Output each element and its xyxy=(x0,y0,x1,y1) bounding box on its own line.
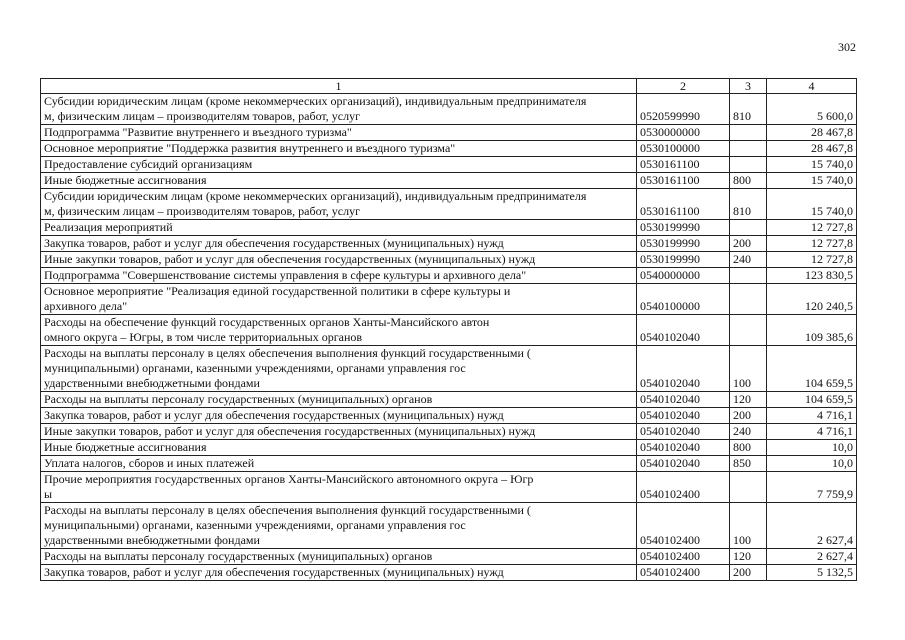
row-expense-type: 100 xyxy=(730,346,767,392)
row-name: Реализация мероприятий xyxy=(41,220,637,236)
row-amount: 7 759,9 xyxy=(767,472,857,503)
table-row xyxy=(41,408,857,424)
row-expense-type: 200 xyxy=(730,408,767,424)
header-col-1: 1 xyxy=(41,79,637,94)
row-amount: 28 467,8 xyxy=(767,125,857,141)
row-expense-type: 810 xyxy=(730,94,767,125)
table-row xyxy=(41,189,857,220)
row-code: 0540102400 xyxy=(637,565,730,581)
row-expense-type xyxy=(730,284,767,315)
row-amount: 4 716,1 xyxy=(767,408,857,424)
row-amount: 2 627,4 xyxy=(767,503,857,549)
row-code: 0540100000 xyxy=(637,284,730,315)
table-row xyxy=(41,157,857,173)
row-code: 0530000000 xyxy=(637,125,730,141)
budget-table xyxy=(40,78,857,581)
row-amount: 12 727,8 xyxy=(767,220,857,236)
table-row xyxy=(41,141,857,157)
row-expense-type xyxy=(730,125,767,141)
row-expense-type xyxy=(730,141,767,157)
row-name: Субсидии юридическим лицам (кроме некоммерческих организаций), индивидуальным предпринимателя м, физическим лицам – производителям товаров, работ, услуг xyxy=(41,189,637,220)
row-amount: 12 727,8 xyxy=(767,236,857,252)
table-row xyxy=(41,125,857,141)
row-name: Расходы на выплаты персоналу государственных (муниципальных) органов xyxy=(41,549,637,565)
table-row xyxy=(41,315,857,346)
row-name: Расходы на выплаты персоналу в целях обеспечения выполнения функций государственными ( муниципальными) органами, казенными учреждениями, органами управления гос ударственными внебюджетными фондами xyxy=(41,346,637,392)
row-code: 0540102040 xyxy=(637,408,730,424)
row-name: Подпрограмма "Развитие внутреннего и въездного туризма" xyxy=(41,125,637,141)
row-name: Иные бюджетные ассигнования xyxy=(41,173,637,189)
table-row xyxy=(41,565,857,581)
row-code: 0540102040 xyxy=(637,424,730,440)
header-col-4: 4 xyxy=(767,79,857,94)
row-code: 0530199990 xyxy=(637,220,730,236)
table-row xyxy=(41,236,857,252)
row-amount: 15 740,0 xyxy=(767,189,857,220)
row-code: 0530161100 xyxy=(637,189,730,220)
table-row xyxy=(41,456,857,472)
row-expense-type: 100 xyxy=(730,503,767,549)
table-row xyxy=(41,284,857,315)
table-row xyxy=(41,549,857,565)
row-name: Закупка товаров, работ и услуг для обеспечения государственных (муниципальных) нужд xyxy=(41,408,637,424)
table-row xyxy=(41,472,857,503)
row-code: 0530199990 xyxy=(637,252,730,268)
row-amount: 123 830,5 xyxy=(767,268,857,284)
row-name: Основное мероприятие "Реализация единой государственной политики в сфере культуры и архивного дела" xyxy=(41,284,637,315)
row-name: Расходы на выплаты персоналу государственных (муниципальных) органов xyxy=(41,392,637,408)
row-code: 0530161100 xyxy=(637,173,730,189)
row-amount: 15 740,0 xyxy=(767,157,857,173)
row-name: Иные бюджетные ассигнования xyxy=(41,440,637,456)
table-row xyxy=(41,252,857,268)
row-amount: 5 600,0 xyxy=(767,94,857,125)
header-row xyxy=(41,79,857,94)
table-row xyxy=(41,173,857,189)
row-expense-type: 240 xyxy=(730,252,767,268)
row-amount: 10,0 xyxy=(767,440,857,456)
row-expense-type xyxy=(730,157,767,173)
row-code: 0530199990 xyxy=(637,236,730,252)
row-amount: 28 467,8 xyxy=(767,141,857,157)
row-amount: 109 385,6 xyxy=(767,315,857,346)
row-amount: 104 659,5 xyxy=(767,392,857,408)
row-expense-type: 200 xyxy=(730,565,767,581)
table-row xyxy=(41,503,857,549)
row-name: Иные закупки товаров, работ и услуг для обеспечения государственных (муниципальных) нужд xyxy=(41,424,637,440)
row-name: Закупка товаров, работ и услуг для обеспечения государственных (муниципальных) нужд xyxy=(41,565,637,581)
row-name: Иные закупки товаров, работ и услуг для обеспечения государственных (муниципальных) нужд xyxy=(41,252,637,268)
row-name: Прочие мероприятия государственных органов Ханты-Мансийского автономного округа – Югр ы xyxy=(41,472,637,503)
row-name: Закупка товаров, работ и услуг для обеспечения государственных (муниципальных) нужд xyxy=(41,236,637,252)
table-row xyxy=(41,440,857,456)
row-name: Подпрограмма "Совершенствование системы управления в сфере культуры и архивного дела" xyxy=(41,268,637,284)
row-code: 0540102400 xyxy=(637,503,730,549)
row-code: 0540102400 xyxy=(637,549,730,565)
row-amount: 15 740,0 xyxy=(767,173,857,189)
row-expense-type xyxy=(730,220,767,236)
table-row xyxy=(41,94,857,125)
row-expense-type: 810 xyxy=(730,189,767,220)
row-amount: 4 716,1 xyxy=(767,424,857,440)
row-name: Расходы на выплаты персоналу в целях обеспечения выполнения функций государственными ( муниципальными) органами, казенными учреждениями, органами управления гос ударственными внебюджетными фондами xyxy=(41,503,637,549)
row-code: 0540102400 xyxy=(637,472,730,503)
table-row xyxy=(41,346,857,392)
row-expense-type: 850 xyxy=(730,456,767,472)
row-code: 0540102040 xyxy=(637,315,730,346)
row-expense-type xyxy=(730,268,767,284)
row-code: 0520599990 xyxy=(637,94,730,125)
table-row xyxy=(41,220,857,236)
table-row xyxy=(41,268,857,284)
row-amount: 12 727,8 xyxy=(767,252,857,268)
row-name: Основное мероприятие "Поддержка развития внутреннего и въездного туризма" xyxy=(41,141,637,157)
row-code: 0540102040 xyxy=(637,440,730,456)
row-expense-type: 800 xyxy=(730,173,767,189)
row-code: 0540102040 xyxy=(637,346,730,392)
row-code: 0540000000 xyxy=(637,268,730,284)
row-code: 0540102040 xyxy=(637,456,730,472)
row-expense-type: 200 xyxy=(730,236,767,252)
row-amount: 10,0 xyxy=(767,456,857,472)
row-expense-type: 240 xyxy=(730,424,767,440)
row-amount: 120 240,5 xyxy=(767,284,857,315)
row-amount: 104 659,5 xyxy=(767,346,857,392)
row-amount: 2 627,4 xyxy=(767,549,857,565)
header-col-2: 2 xyxy=(637,79,730,94)
row-code: 0530100000 xyxy=(637,141,730,157)
row-name: Субсидии юридическим лицам (кроме некоммерческих организаций), индивидуальным предпринимателя м, физическим лицам – производителям товаров, работ, услуг xyxy=(41,94,637,125)
row-expense-type: 120 xyxy=(730,392,767,408)
row-expense-type xyxy=(730,315,767,346)
row-name: Расходы на обеспечение функций государственных органов Ханты-Мансийского автон омного округа – Югры, в том числе территориальных органов xyxy=(41,315,637,346)
row-code: 0540102040 xyxy=(637,392,730,408)
row-expense-type: 120 xyxy=(730,549,767,565)
row-name: Уплата налогов, сборов и иных платежей xyxy=(41,456,637,472)
header-col-3: 3 xyxy=(730,79,767,94)
table-row xyxy=(41,392,857,408)
row-expense-type: 800 xyxy=(730,440,767,456)
page-number: 302 xyxy=(838,40,856,54)
row-amount: 5 132,5 xyxy=(767,565,857,581)
table-row xyxy=(41,424,857,440)
row-name: Предоставление субсидий организациям xyxy=(41,157,637,173)
row-code: 0530161100 xyxy=(637,157,730,173)
row-expense-type xyxy=(730,472,767,503)
